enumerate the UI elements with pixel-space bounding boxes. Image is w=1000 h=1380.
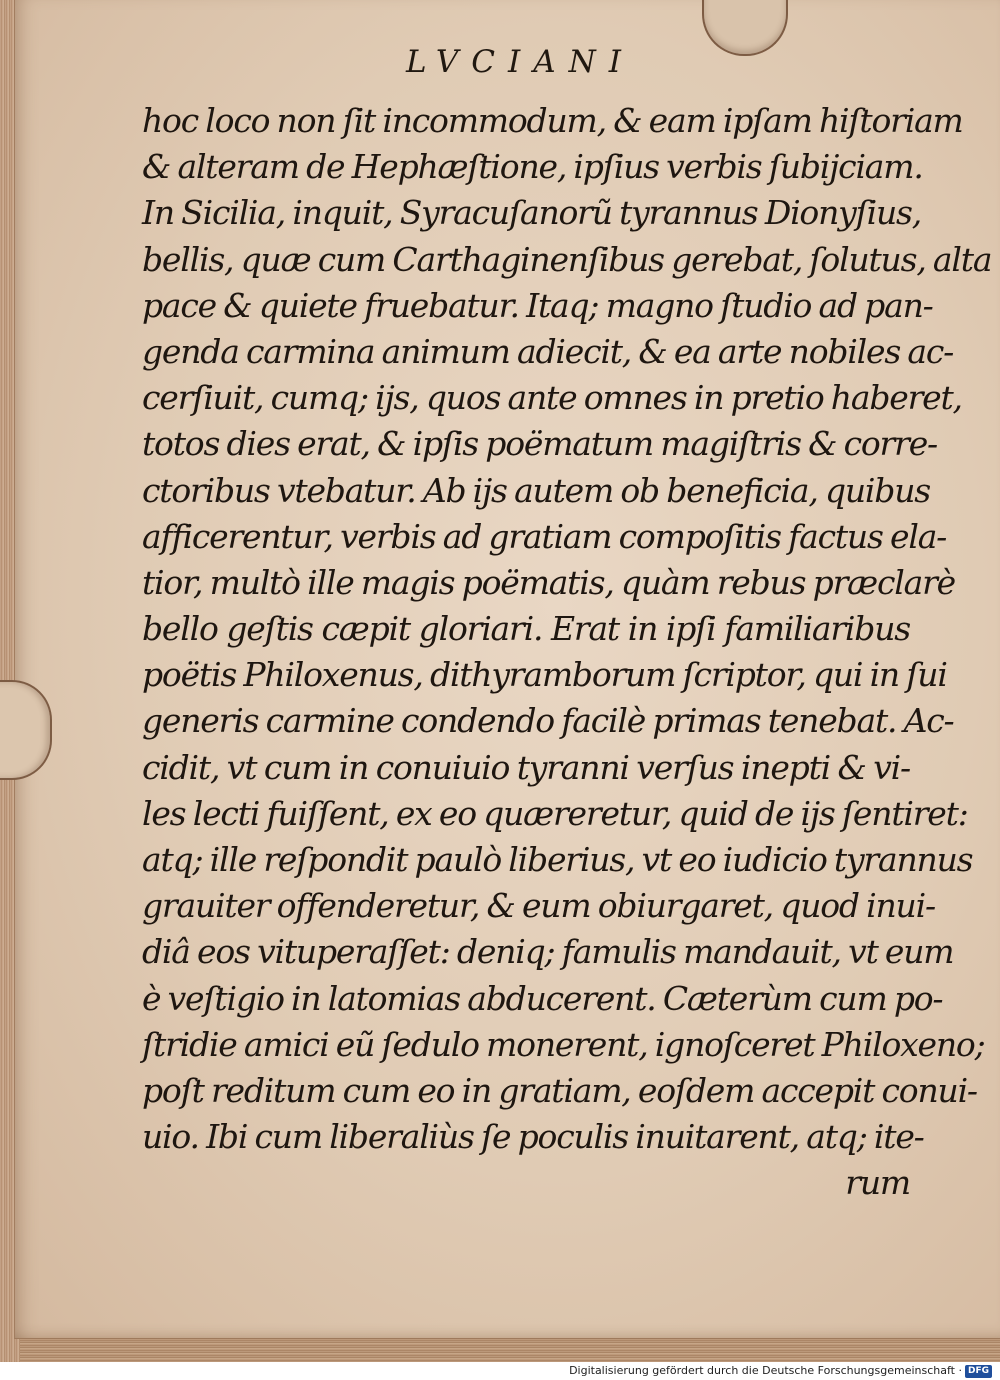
text-line: & alteram de Hephæſtione, ipſius verbis ſubijciam. — [142, 147, 923, 187]
text-line: les lecti fuiſſent, ex eo quæreretur, quid de ijs ſentiret: — [142, 793, 968, 833]
text-line: è veſtigio in latomias abducerent. Cæterùm cum po- — [142, 978, 943, 1018]
text-line: cidit, vt cum in conuiuio tyranni verſus inepti & vi- — [142, 747, 910, 787]
text-line: In Sicilia, inquit, Syracuſanorũ tyrannus Dionyſius, — [142, 193, 922, 233]
text-line: bellis, quæ cum Carthaginenſibus gerebat, ſolutus, alta — [142, 239, 992, 279]
text-line: atq; ille reſpondit paulò liberius, vt eo iudicio tyrannus — [142, 840, 973, 879]
dfg-logo-icon: DFG — [965, 1365, 992, 1378]
text-line: poëtis Philoxenus, dithyramborum ſcriptor, qui in ſui — [142, 655, 947, 695]
text-line: genda carmina animum adiecit, & ea arte nobiles ac- — [142, 331, 954, 371]
text-line: ctoribus vtebatur. Ab ijs autem ob beneficia, quibus — [142, 470, 930, 510]
text-line: generis carmine condendo facilè primas tenebat. Ac- — [142, 701, 954, 741]
funding-footer — [569, 1362, 992, 1380]
text-line: uio. Ibi cum liberaliùs ſe poculis inuitarent, atq; ite- — [142, 1117, 924, 1157]
text-line: diâ eos vituperaſſet: deniq; famulis mandauit, vt eum — [142, 932, 954, 972]
running-head: LVCIANI — [405, 44, 635, 80]
text-line: bello geſtis cæpit gloriari. Erat in ipſi familiaribus — [142, 609, 910, 649]
text-line: pace & quiete fruebatur. Itaq; magno ſtudio ad pan- — [142, 285, 933, 325]
text-line: afficerentur, verbis ad gratiam compoſitis factus ela- — [142, 516, 947, 556]
catchword: rum — [845, 1163, 910, 1203]
text-line: grauiter offenderetur, & eum obiurgaret, quod inui- — [142, 886, 935, 926]
text-line: ſtridie amici eũ ſedulo monerent, ignoſceret Philoxeno; — [142, 1024, 985, 1064]
text-line: poſt reditum cum eo in gratiam, eoſdem accepit conui- — [142, 1070, 977, 1110]
text-line: totos dies erat, & ipſis poëmatum magiſtris & corre- — [142, 424, 937, 464]
text-line: cerſiuit, cumq; ijs, quos ante omnes in pretio haberet, — [142, 378, 962, 418]
footer-text: Digitalisierung gefördert durch die Deutsche Forschungsgemeinschaft · — [569, 1364, 962, 1377]
text-line: tior, multò ille magis poëmatis, quàm rebus præclarè — [142, 562, 955, 602]
text-line: hoc loco non ſit incommodum, & eam ipſam hiſtoriam — [142, 101, 963, 140]
body-text — [142, 98, 992, 1207]
